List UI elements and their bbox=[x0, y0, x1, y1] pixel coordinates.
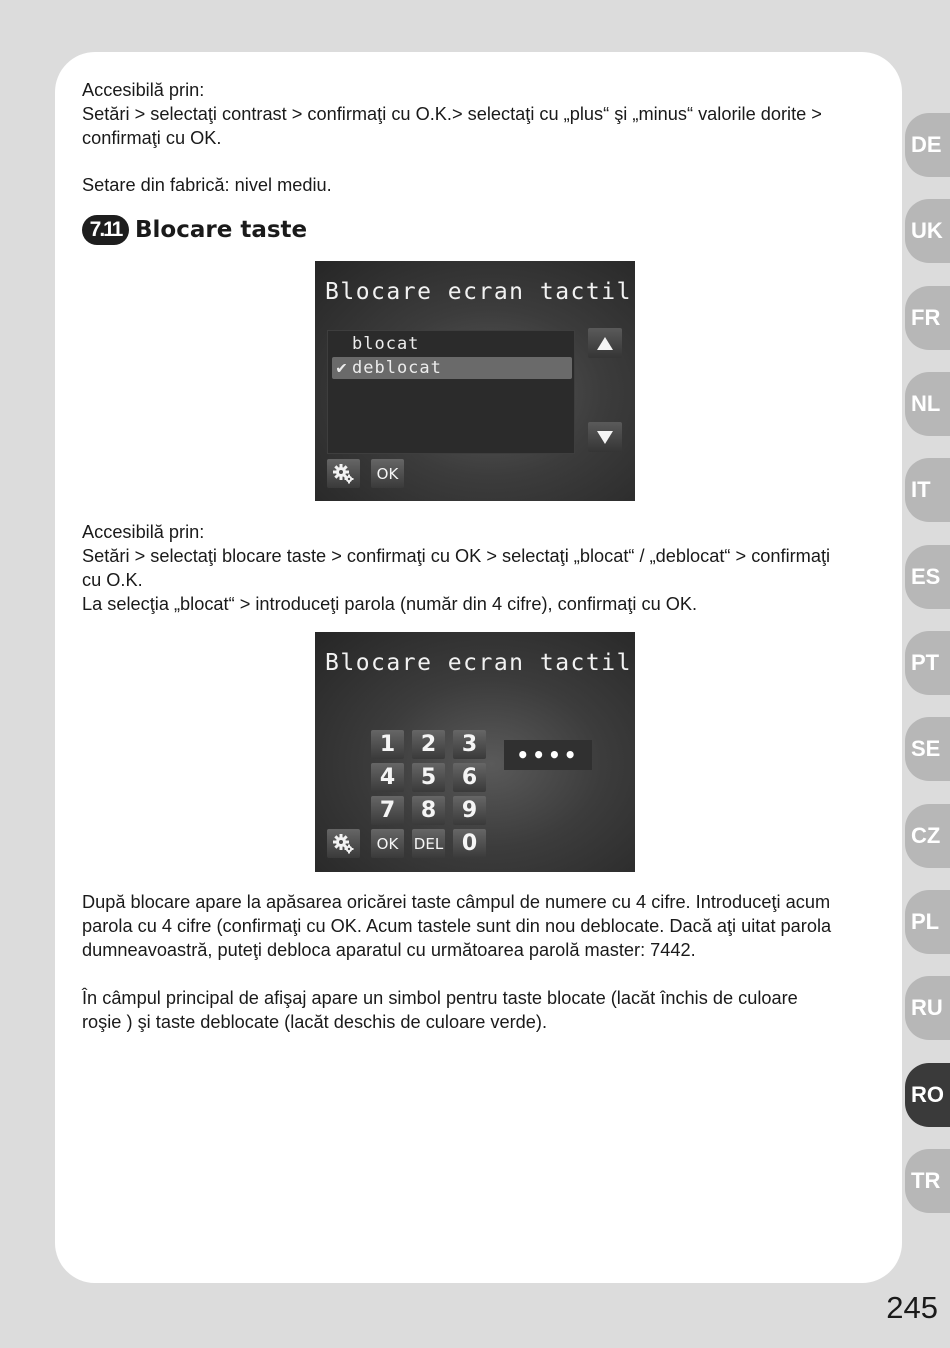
after-lock-paragraph: După blocare apare la apăsarea oricărei taste câmpul de numere cu 4 cifre. Introduceţi acum parola cu 4 cifre (confirmaţi cu OK. Acum tastele sunt din nou deblocate. Dacă aţi uitat parola dumneavoastră, puteţi debloca aparatul cu următoarea parolă master: 7442. bbox=[82, 892, 832, 960]
screen-title: Blocare ecran tactil bbox=[325, 650, 632, 676]
scroll-up-button[interactable] bbox=[588, 328, 622, 358]
key-9[interactable]: 9 bbox=[453, 796, 486, 825]
key-8[interactable]: 8 bbox=[412, 796, 445, 825]
settings-gear-icon bbox=[332, 463, 356, 485]
section-number-badge: 7.11 bbox=[82, 215, 129, 245]
section-title: Blocare taste bbox=[135, 217, 308, 243]
lang-tab-pt[interactable]: PT bbox=[905, 631, 950, 695]
settings-gear-icon bbox=[332, 833, 356, 855]
arrow-down-icon bbox=[597, 431, 613, 444]
lang-tab-uk[interactable]: UK bbox=[905, 199, 950, 263]
lock-option-list bbox=[327, 330, 575, 454]
lang-tab-pl[interactable]: PL bbox=[905, 890, 950, 954]
settings-button[interactable] bbox=[327, 459, 360, 488]
ok-button[interactable]: OK bbox=[371, 459, 404, 488]
lock-symbol-paragraph: În câmpul principal de afişaj apare un simbol pentru taste blocate (lacăt închis de culoare roşie ) şi taste deblocate (lacăt deschis de culoare verde). bbox=[82, 988, 798, 1032]
settings-button[interactable] bbox=[327, 829, 360, 858]
page-number: 245 bbox=[886, 1290, 938, 1325]
password-keypad-screen bbox=[315, 632, 635, 872]
intro-paragraph bbox=[82, 78, 872, 150]
ok-button[interactable]: OK bbox=[371, 829, 404, 858]
key-7[interactable]: 7 bbox=[371, 796, 404, 825]
lang-tab-es[interactable]: ES bbox=[905, 545, 950, 609]
arrow-up-icon bbox=[597, 337, 613, 350]
key-6[interactable]: 6 bbox=[453, 763, 486, 792]
lang-tab-nl[interactable]: NL bbox=[905, 372, 950, 436]
key-3[interactable]: 3 bbox=[453, 730, 486, 759]
key-4[interactable]: 4 bbox=[371, 763, 404, 792]
screen-title: Blocare ecran tactil bbox=[325, 279, 632, 305]
lang-tab-it[interactable]: IT bbox=[905, 458, 950, 522]
section-heading bbox=[82, 214, 307, 246]
key-1[interactable]: 1 bbox=[371, 730, 404, 759]
key-2[interactable]: 2 bbox=[412, 730, 445, 759]
password-display: •••• bbox=[504, 740, 592, 770]
lang-tab-cz[interactable]: CZ bbox=[905, 804, 950, 868]
key-0[interactable]: 0 bbox=[453, 829, 486, 858]
factory-setting: Setare din fabrică: nivel mediu. bbox=[82, 175, 332, 195]
lang-tab-de[interactable]: DE bbox=[905, 113, 950, 177]
lang-tab-fr[interactable]: FR bbox=[905, 286, 950, 350]
scroll-down-button[interactable] bbox=[588, 422, 622, 452]
intro-line: confirmaţi cu OK. bbox=[82, 128, 222, 148]
lock-select-screen bbox=[315, 261, 635, 501]
intro-line: Accesibilă prin: bbox=[82, 80, 205, 100]
lang-tab-ro[interactable]: RO bbox=[905, 1063, 950, 1127]
intro-line: Setări > selectaţi contrast > confirmaţi cu O.K.> selectaţi cu „plus“ şi „minus“ valorile dorite > bbox=[82, 104, 822, 124]
lang-tab-se[interactable]: SE bbox=[905, 717, 950, 781]
option-blocat[interactable]: blocat bbox=[352, 334, 420, 354]
lang-tab-ru[interactable]: RU bbox=[905, 976, 950, 1040]
check-mark-icon: ✔ bbox=[336, 358, 348, 378]
key-5[interactable]: 5 bbox=[412, 763, 445, 792]
delete-button[interactable]: DEL bbox=[412, 829, 445, 858]
option-deblocat[interactable]: ✔ deblocat bbox=[332, 357, 572, 379]
lang-tab-tr[interactable]: TR bbox=[905, 1149, 950, 1213]
access-paragraph: Accesibilă prin: Setări > selectaţi blocare taste > confirmaţi cu OK > selectaţi „blocat“ / „deblocat“ > confirmaţi cu O.K. La selecţia „blocat“ > introduceţi parola (număr din 4 cifre), confirmaţi cu OK. bbox=[82, 522, 831, 614]
